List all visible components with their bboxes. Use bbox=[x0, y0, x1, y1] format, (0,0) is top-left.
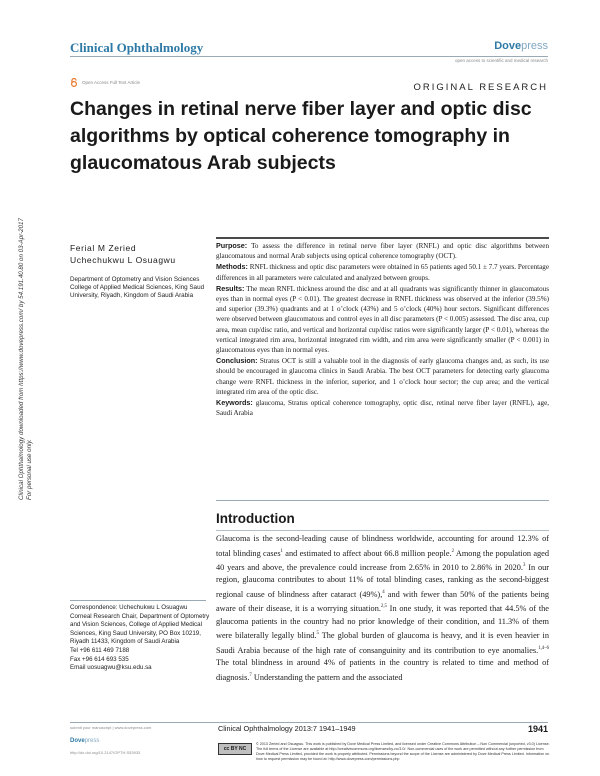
footer-divider bbox=[70, 722, 548, 723]
conclusion-label: Conclusion: bbox=[216, 356, 258, 366]
footer-citation: Clinical Ophthalmology 2013:7 1941–1949 bbox=[218, 724, 356, 733]
journal-name[interactable]: Clinical Ophthalmology bbox=[70, 40, 204, 55]
intro-text-6: In one study, it was reported that 44.5% of the glaucoma patients in the country had no prior knowledge of their condition, and 11.3% of them were bilaterally legally blind. bbox=[216, 604, 549, 640]
creative-commons-badge[interactable]: cc BY NC bbox=[218, 743, 252, 755]
correspondence-email[interactable]: Email uosuagwu@ksu.edu.sa bbox=[70, 664, 152, 672]
citation-ref-7[interactable]: 1,4–6 bbox=[538, 645, 549, 651]
results-label: Results: bbox=[216, 283, 245, 293]
abstract-top-rule bbox=[216, 237, 549, 239]
header-divider bbox=[70, 56, 548, 57]
citation-ref-8[interactable]: 7 bbox=[249, 672, 252, 678]
methods-label: Methods: bbox=[216, 262, 248, 272]
abstract-keywords bbox=[216, 398, 549, 418]
intro-text-1: Glaucoma is the second-leading cause of blindness worldwide, accounting for around 12.3% of total blinding cases bbox=[216, 534, 549, 558]
dovepress-logo[interactable] bbox=[494, 40, 548, 52]
correspondence-tel: Tel +96 611 469 7188 bbox=[70, 646, 130, 654]
intro-text-9: Understanding the pattern and the associated bbox=[251, 672, 403, 682]
doi-link[interactable]: http://dx.doi.org/10.2147/OPTH.S53933 bbox=[70, 750, 141, 755]
methods-text: RNFL thickness and optic disc parameters were obtained in 65 patients aged 50.1 ± 7.7 years. Percentage differences in all parameters were calculated and analyzed between groups. bbox=[216, 263, 549, 282]
keywords-text: glaucoma, Stratus optical coherence tomography, optic disc, retinal nerve fiber layer (RNFL), age, Saudi Arabia bbox=[216, 399, 549, 418]
citation-ref-5[interactable]: 2,5 bbox=[380, 604, 387, 610]
author-affiliation: Department of Optometry and Vision Sciences College of Applied Medical Sciences, King Saud University, Riyadh, Kingdom of Saudi Arabia bbox=[70, 276, 205, 300]
publisher-tagline: open access to scientific and medical research bbox=[454, 58, 548, 63]
author-list bbox=[70, 242, 176, 266]
article-type: ORIGINAL RESEARCH bbox=[413, 82, 548, 93]
open-access-icon bbox=[70, 78, 78, 87]
footer-logo-dove: Dove bbox=[70, 738, 85, 744]
citation-ref-4[interactable]: 4 bbox=[382, 589, 385, 595]
abstract bbox=[216, 241, 549, 419]
keywords-label: Keywords: bbox=[216, 398, 253, 408]
page-number: 1941 bbox=[527, 724, 548, 734]
side-note-line-1: Clinical Ophthalmology downloaded from https://www.dovepress.com/ by 54.191.40.80 on 03-Apr-2017 bbox=[18, 218, 25, 500]
open-access-label: Open Access Full Text Article bbox=[82, 80, 140, 85]
introduction-rule bbox=[216, 530, 549, 531]
results-text: The mean RNFL thickness around the disc and at all quadrants was significantly thinner in glaucomatous eyes than in normal eyes (P < 0.01). The greatest decrease in RNFL thickness was observed at the inferior (39.5%) and superior (39.3%) quadrants and at 1 o’clock (43%) and 5 o’clock (40%) hour sectors. Significant differences were observed between glaucomatous and control eyes in all disc parameters (P < 0.005) assessed. The disc area, cup area, mean cup/disc ratio, and vertical and horizontal cup/disc ratios were significantly larger (P < 0.01), whereas the vertical integrated rim area, horizontal integrated rim width, and rim area were significantly smaller (P < 0.001) in glaucomatous eyes than in normal eyes. bbox=[216, 284, 549, 355]
intro-text-8: The total blindness in around 4% of patients in the country is related to time and method of diagnosis. bbox=[216, 657, 549, 682]
footer-dovepress-logo[interactable] bbox=[70, 738, 99, 744]
correspondence-address: Corneal Research Chair, Department of Optometry and Vision Sciences, College of Applied Medical Sciences, King Saud University, PO Box 10219, Riyadh 11433, Kingdom of Saudi Arabia bbox=[70, 612, 210, 646]
citation-ref-3[interactable]: 3 bbox=[523, 562, 526, 568]
abstract-methods bbox=[216, 262, 549, 282]
submit-manuscript-link[interactable]: submit your manuscript | www.dovepress.com bbox=[70, 725, 152, 730]
license-text: © 2013 Zeried and Osuagwu. This work is published by Dove Medical Press Limited, and licensed under Creative Commons Attribution – Non Commercial (unported, v3.0) License. The full terms of the License are available at http://creativecommons.org/licenses/by-nc/3.0/. Non-commercial uses of the work are permitted without any further permission from Dove Medical Press Limited, provided the work is properly attributed. Permissions beyond the scope of the License are administered by Dove Medical Press Limited. Information on how to request permission may be found at: http://www.dovepress.com/permissions.php bbox=[256, 742, 550, 761]
logo-press: press bbox=[521, 40, 548, 52]
introduction-paragraph bbox=[216, 533, 549, 684]
conclusion-text: Stratus OCT is still a valuable tool in the diagnosis of early glaucoma changes and, as such, its use should be encouraged in glaucoma clinics in Saudi Arabia. The best OCT parameters for detecting early glaucoma change were RNFL thickness in the inferior, superior, and 1 o’clock hour sector; the cup area; and the vertical integrated rim area of the optic disc. bbox=[216, 357, 550, 396]
purpose-text: To assess the difference in retinal nerve fiber layer (RNFL) and optic disc algorithms between glaucomatous and normal Arab subjects using optical coherence tomography (OCT). bbox=[216, 242, 549, 261]
abstract-purpose bbox=[216, 241, 549, 261]
citation-ref-2[interactable]: 2 bbox=[451, 548, 454, 554]
citation-ref-1[interactable]: 1 bbox=[280, 548, 283, 554]
correspondence-rule bbox=[70, 600, 206, 601]
abstract-conclusion bbox=[216, 356, 549, 397]
open-access-row bbox=[70, 78, 140, 87]
correspondence-label: Correspondence: Uchechukwu L Osuagwu bbox=[70, 604, 188, 611]
intro-text-7: The global burden of glaucoma is heavy, and it is even heavier in Saudi Arabia because of the high rate of consanguinity and its contribution to eye anomalies. bbox=[216, 630, 550, 655]
footer-logo-press: press bbox=[84, 738, 100, 744]
correspondence-fax: Fax +96 614 693 535 bbox=[70, 655, 129, 663]
intro-text-4: In our region, glaucoma contributes to about 11% of total blinding cases, ranking as the second-biggest regional cause of blindness after cataract (49%), bbox=[216, 562, 550, 599]
author-1: Ferial M Zeried bbox=[70, 243, 137, 253]
purpose-label: Purpose: bbox=[216, 241, 248, 250]
introduction-heading: Introduction bbox=[216, 511, 295, 526]
article-title: Changes in retinal nerve fiber layer and optic disc algorithms by optical coherence tomography in glaucomatous Arab subjects bbox=[70, 98, 532, 174]
logo-dove: Dove bbox=[494, 40, 522, 52]
intro-text-3: Among the population aged 40 years and above, the prevalence could increase from 2.65% in 2010 to 2.86% in 2020. bbox=[216, 548, 549, 572]
side-note-line-2: For personal use only. bbox=[26, 439, 33, 500]
intro-text-2: and estimated to affect about 66.8 million people. bbox=[282, 548, 452, 558]
download-side-note bbox=[18, 160, 48, 500]
abstract-bottom-rule bbox=[216, 500, 549, 501]
author-2: Uchechukwu L Osuagwu bbox=[70, 255, 176, 265]
abstract-results bbox=[216, 284, 549, 355]
correspondence-block bbox=[70, 604, 210, 673]
intro-text-5: and with fewer than 50% of the patients being aware of their disease, it is a worrying situation. bbox=[216, 589, 550, 614]
citation-ref-6[interactable]: 5 bbox=[316, 631, 319, 637]
